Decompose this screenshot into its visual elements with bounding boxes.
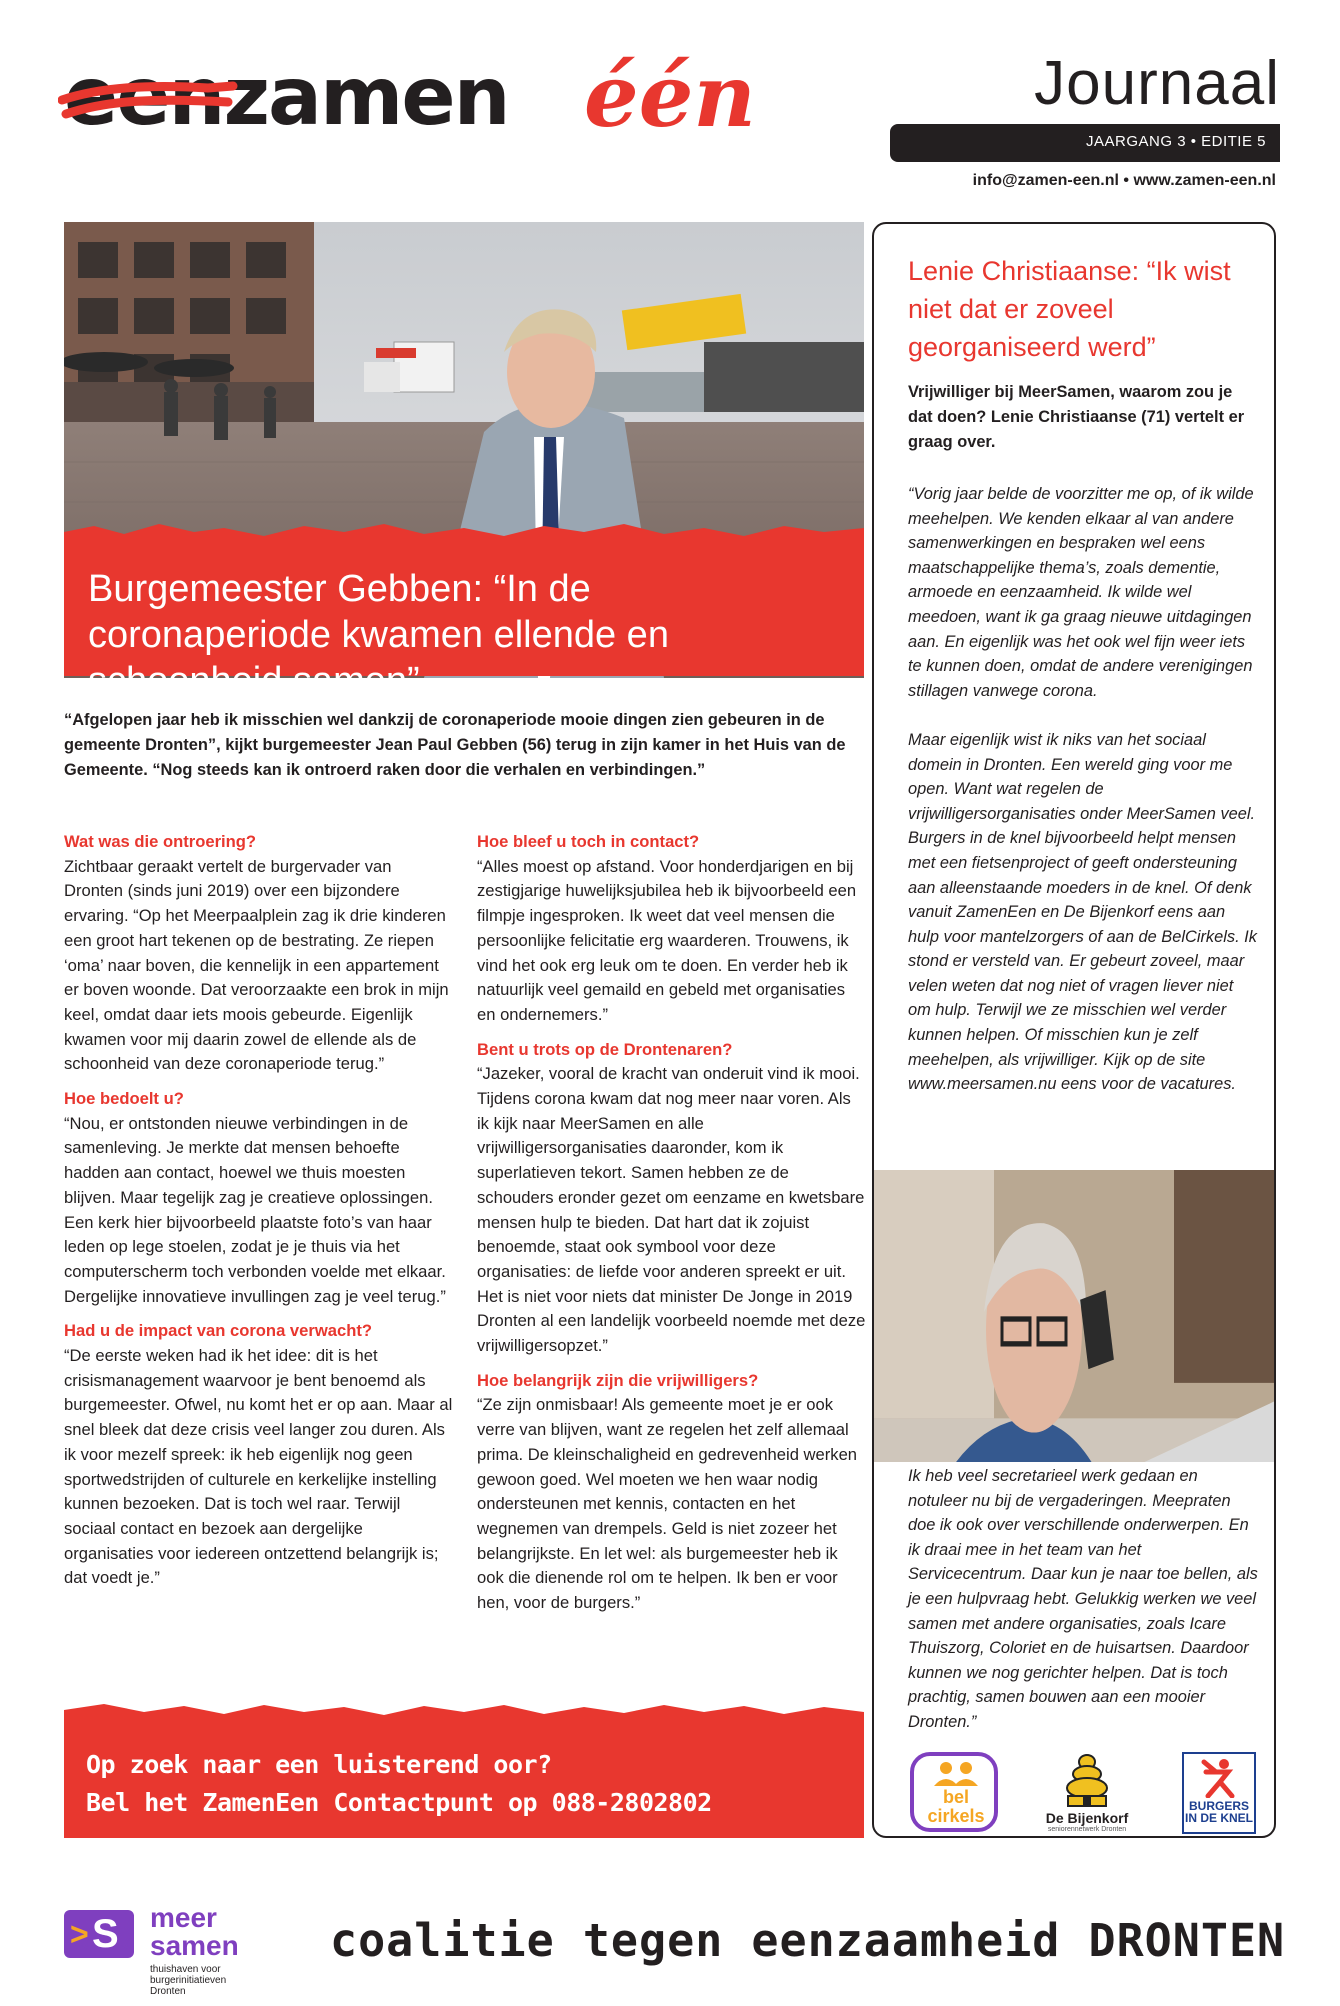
meersamen-tagline-1: thuishaven voor: [150, 1964, 221, 1975]
volunteer-photo: [874, 1170, 1276, 1462]
article-column-1: [64, 830, 454, 1591]
question-heading: Hoe bedoelt u?: [64, 1089, 184, 1109]
belcirkels-logo[interactable]: [910, 1752, 1000, 1834]
logo-struck-text: een: [64, 50, 224, 143]
sidebar-headline: Lenie Christiaanse: “Ik wist niet dat er zoveel georganiseerd werd”: [908, 256, 1231, 362]
meersamen-line-1: meer: [150, 1902, 217, 1933]
article-intro: “Afgelopen jaar heb ik misschien wel dankzij de coronaperiode mooie dingen zien gebeuren in de gemeente Dronten”, kijkt burgemeester Jean Paul Gebben (56) terug in zijn kamer in het Huis van de Gemeente. “Nog steeds kan ik ontroerd raken door die verhalen en verbindingen.”: [64, 711, 846, 779]
meersamen-wordmark: [150, 1904, 239, 1960]
question-heading: Hoe belangrijk zijn die vrijwilligers?: [477, 1370, 759, 1390]
people-icon: [932, 1760, 980, 1786]
running-figure-icon: [1198, 1758, 1240, 1798]
answer-text: “Ze zijn onmisbaar! Als gemeente moet je er ook verre van blijven, want ze regelen het zelf allemaal prima. De kleinschaligheid en gedrevenheid werken gewoon goed. Wel moeten we hen waar nodig ondersteunen met kennis, contacten en het wegnemen van drempels. Geld is niet zozeer het belangrijkste. En let wel: als burgemeester heb ik ook die dienende rol om te helpen. Ik ben er voor hen, voor de burgers.”: [477, 1395, 858, 1613]
meersamen-icon: > S: [64, 1910, 134, 1958]
answer-text: “De eerste weken had ik het idee: dit is het crisismanagement waarvoor je bent benoemd als burgemeester. Ofwel, nu komt het er op aan. Maar al snel bleek dat deze crisis veel langer zou duren. Als ik voor mezelf spreek: ik heb eigenlijk nog geen sportwedstrijden of culturele en kerkelijke instelling kunnen bezoeken. Dat is toch wel raar. Terwijl sociaal contact en bezoek aan dergelijke organisaties voor iedereen ontzettend belangrijk is; dat voedt je.”: [64, 1346, 453, 1588]
sidebar-quote-closing: Ik heb veel secretarieel werk gedaan en notuleer nu bij de vergaderingen. Meepraten doe ik ook over verschillende onderwerpen. En ik draai mee in het team van het Servicecentrum. Daar kun je naar toe bellen, als je een hulpvraag hebt. Gelukkig werken we veel samen met andere organisaties, zoals Icare Thuiszorg, Coloriet en de huisartsen. Daardoor kunnen we nog gerichter helpen. Dat is toch prachtig, samen bouwen aan een mooier Dronten.”: [908, 1467, 1258, 1731]
sidebar-interview: [872, 222, 1276, 1838]
sidebar-quote: [908, 482, 1258, 1121]
bijenkorf-logo[interactable]: [1032, 1752, 1142, 1834]
belcirkels-line-2: cirkels: [927, 1806, 985, 1826]
burgers-text: [1184, 1800, 1254, 1824]
answer-text: “Nou, er ontstonden nieuwe verbindingen in de samenleving. Je merkte dat mensen behoefte hadden aan contact, hoewel we thuis moesten blijven. Maar tegelijk zag je creatieve oplossingen. Een kerk hier bijvoorbeeld plaatste foto’s van haar leden op lege stoelen, zodat je je thuis via het computerscherm toch verbonden voelde met elkaar. Dergelijke innovatieve invullingen zag je veel terug.”: [64, 1113, 446, 1306]
beehive-icon: [1062, 1752, 1112, 1808]
article-headline: Burgemeester Gebben: “In de coronaperiode kwamen ellende en schoonheid samen”: [88, 568, 669, 702]
bijenkorf-subtitle: seniorennetwerk Dronten: [1047, 1826, 1127, 1833]
question-heading: Hoe bleef u toch in contact?: [477, 832, 700, 851]
burgers-in-de-knel-logo[interactable]: [1182, 1752, 1256, 1834]
callout-text: [86, 1746, 712, 1822]
belcirkels-line-1: bel: [942, 1787, 969, 1807]
footer-slogan: coalitie tegen eenzaamheid DRONTEN: [330, 1914, 1286, 1967]
answer-text: “Jazeker, vooral de kracht van onderuit vind ik mooi. Tijdens corona kwam dat nog meer naar voren. Als ik kijk naar MeerSamen en alle vrijwilligersorganisaties daaronder, kom ik superlatieven tekort. Samen hebben ze de schouders eronder gezet om eenzame en kwetsbare mensen hulp te bieden. Dat hart dat ik zojuist benoemde, staat ook symbool voor deze organisaties: de liefde voor anderen spreekt er uit. Het is niet voor niets dat minister De Jonge in 2019 Dronten al een landelijk voorbeeld noemde met deze vrijwilligersopzet.”: [477, 1064, 866, 1356]
bijenkorf-name: De Bijenkorf: [1045, 1810, 1129, 1826]
meersamen-logo[interactable]: [64, 1902, 264, 1997]
meersamen-tagline: [150, 1964, 264, 1997]
sidebar-intro: Vrijwilliger bij MeerSamen, waarom zou je dat doen? Lenie Christiaanse (71) vertelt er graag over.: [908, 383, 1245, 451]
strikethrough-scribble-icon: [58, 70, 258, 130]
belcirkels-text: [916, 1788, 996, 1826]
logo-main-text: zamen: [223, 50, 509, 143]
quote-paragraph: Maar eigenlijk wist ik niks van het sociaal domein in Dronten. Een wereld ging voor me open. Want wat regelen de vrijwilligersorganisaties onder MeerSamen veel. Burgers in de knel bijvoorbeeld helpt mensen met een fietsenproject of geeft ondersteuning aan alleenstaande moeders in de knel. Of denk vanuit ZamenEen en De Bijenkorf eens aan hulp voor mantelzorgers of aan de BelCirkels. Ik stond er versteld van. Er gebeurt zoveel, maar velen weten dat nog niet of vragen liever niet om hulp. Terwijl we ze misschien wel verder kunnen helpen. Of misschien kun je zelf meehelpen, als vrijwilliger. Kijk op de site www.meersamen.nu eens voor de vacatures.: [908, 730, 1257, 1094]
partner-logos: [884, 1752, 1268, 1834]
question-heading: Bent u trots op de Drontenaren?: [477, 1039, 733, 1059]
logo-accent-text: één: [584, 46, 756, 147]
answer-text: Zichtbaar geraakt vertelt de burgervader van Dronten (sinds juni 2019) over een bijzondere ervaring. “Op het Meerpaalplein zag ik drie kinderen een groot hart tekenen op de bestrating. Ze riepen ‘oma’ naar boven, die kennelijk in een appartement er boven woonde. Dat veroorzaakte een brok in mijn keel, omdat daar iets moois gebeurde. Eigenlijk kwamen voor mij daarin zowel de ellende als de schoonheid van deze coronaperiode terug.”: [64, 856, 449, 1074]
burgers-line-2: IN DE KNEL: [1184, 1811, 1253, 1825]
meersamen-tagline-2: burgerinitiatieven Dronten: [150, 1975, 227, 1997]
torn-edge-icon: [64, 522, 864, 542]
article-column-2: [477, 830, 867, 1616]
answer-text: “Alles moest op afstand. Voor honderdjarigen en bij zestigjarige huwelijksjubilea heb ik bijvoorbeeld een filmpje ingesproken. Ik weet dat veel mensen die persoonlijke felicitatie erg waarderen. Trouwens, ik vind het ook erg leuk om te doen. En verder heb ik natuurlijk veel gemaild en gebeld met organisaties en ondernemers.”: [477, 856, 857, 1024]
meersamen-line-2: samen: [150, 1930, 239, 1961]
hero-title-banner: [64, 540, 864, 702]
woman-at-laptop-photo-icon: [874, 1170, 1276, 1462]
callout-line-2: Bel het ZamenEen Contactpunt op 088-2802802: [86, 1788, 712, 1817]
callout-line-1: Op zoek naar een luisterend oor?: [86, 1750, 552, 1779]
quote-paragraph: “Vorig jaar belde de voorzitter me op, of ik wilde meehelpen. We kenden elkaar al van andere samenwerkingen en bespraken wel eens maatschappelijke thema’s, zoals dementie, armoede en eenzaamheid. Ik wilde wel meedoen, want ik ga graag nieuwe uitdagingen aan. En eigenlijk was het ook wel fijn weer iets te kunnen doen, omdat de andere verenigingen stillagen vanwege corona.: [908, 485, 1254, 700]
edition-bar: JAARGANG 3 • EDITIE 5: [890, 124, 1280, 162]
torn-edge-icon: [64, 1702, 864, 1720]
question-heading: Wat was die ontroering?: [64, 832, 257, 851]
burgers-line-1: BURGERS: [1188, 1799, 1249, 1813]
publication-title: Journaal: [1034, 49, 1280, 118]
contactpunt-callout[interactable]: [64, 1718, 864, 1838]
contact-line[interactable]: info@zamen-een.nl • www.zamen-een.nl: [972, 172, 1276, 189]
question-heading: Had u de impact van corona verwacht?: [64, 1321, 372, 1341]
zameneen-logo: [64, 46, 864, 147]
